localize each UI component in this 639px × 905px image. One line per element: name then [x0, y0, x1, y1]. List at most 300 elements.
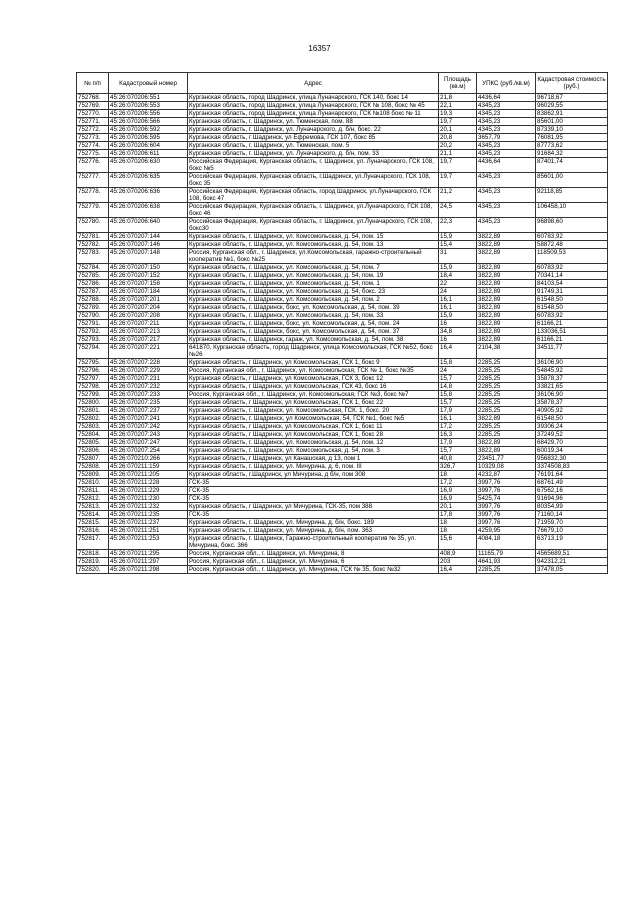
cell-upks: 2285,25 — [477, 375, 536, 383]
table-row — [77, 407, 608, 415]
table-row — [77, 94, 608, 102]
cell-number: 752816. — [77, 527, 109, 535]
cell-cadastral-cost: 35878,37 — [536, 399, 608, 407]
cell-number: 752769. — [77, 102, 109, 110]
table-row — [77, 188, 608, 203]
cell-cadastral-cost: 91749,31 — [536, 288, 608, 296]
cell-upks: 2285,25 — [477, 391, 536, 399]
cell-number: 752795. — [77, 359, 109, 367]
cell-cadastral-cost: 84103,54 — [536, 280, 608, 288]
table-row — [77, 218, 608, 233]
table-row — [77, 463, 608, 471]
cell-cadastral-cost: 67562,16 — [536, 487, 608, 495]
cell-cadastral-cost: 68429,70 — [536, 439, 608, 447]
cell-area: 16,1 — [439, 304, 477, 312]
cell-number: 752787. — [77, 288, 109, 296]
cell-number: 752820. — [77, 566, 109, 574]
cell-address: Курганская область, г. Шадринск, ул. Комсомольская, д. 54, бокс. 23 — [188, 288, 439, 296]
cell-address: Курганская область, г Шадринск, ул Комсомольская, ГСК 3, бокс 12 — [188, 375, 439, 383]
table-row — [77, 399, 608, 407]
cell-upks: 4345,23 — [477, 142, 536, 150]
cell-area: 16,1 — [439, 296, 477, 304]
cell-upks: 4345,23 — [477, 218, 536, 233]
cell-address: Курганская область, г. Шадринск, ул. Комсомольская, д. 54, пом. 15 — [188, 233, 439, 241]
table-row — [77, 511, 608, 519]
cell-cadastral-number: 45:26:070207:148 — [109, 249, 188, 264]
cell-upks: 3822,89 — [477, 304, 536, 312]
cell-area: 326,7 — [439, 463, 477, 471]
header-address: Адрес — [188, 73, 439, 94]
cell-area: 15,4 — [439, 241, 477, 249]
cell-area: 15,9 — [439, 264, 477, 272]
table-row — [77, 487, 608, 495]
cell-cadastral-cost: 96029,55 — [536, 102, 608, 110]
cell-address: Курганская область, город Шадринск, улица Луначарского, ГСК № 108, бокс № 45 — [188, 102, 439, 110]
cell-address: ГСК-35 — [188, 511, 439, 519]
cell-cadastral-number: 45:26:070207:228 — [109, 359, 188, 367]
table-row — [77, 479, 608, 487]
cell-area: 15,8 — [439, 359, 477, 367]
table-row — [77, 535, 608, 550]
cell-number: 752799. — [77, 391, 109, 399]
table-row — [77, 431, 608, 439]
cell-upks: 4641,93 — [477, 558, 536, 566]
cell-area: 15,8 — [439, 391, 477, 399]
cell-cadastral-cost: 85601,00 — [536, 173, 608, 188]
cell-number: 752768. — [77, 94, 109, 102]
cell-upks: 4345,23 — [477, 203, 536, 218]
table-row — [77, 328, 608, 336]
cell-cadastral-cost: 70341,14 — [536, 272, 608, 280]
cell-area: 18 — [439, 527, 477, 535]
cell-cadastral-cost: 60783,92 — [536, 312, 608, 320]
table-row — [77, 280, 608, 288]
cell-number: 752794. — [77, 344, 109, 359]
cell-number: 752785. — [77, 272, 109, 280]
cell-upks: 4345,23 — [477, 126, 536, 134]
cell-cadastral-cost: 33821,65 — [536, 383, 608, 391]
cell-upks: 3822,89 — [477, 264, 536, 272]
cell-cadastral-number: 45:26:070211:235 — [109, 511, 188, 519]
table-row — [77, 519, 608, 527]
cell-number: 752807. — [77, 455, 109, 463]
cell-cadastral-cost: 87339,10 — [536, 126, 608, 134]
cell-area: 20,1 — [439, 126, 477, 134]
header-area: Площадь (кв.м) — [439, 73, 477, 94]
table-row — [77, 383, 608, 391]
cell-number: 752801. — [77, 407, 109, 415]
cell-address: Курганская область, г. Шадринск, ул. Комсомольская, д. 54, пом. 33 — [188, 312, 439, 320]
cell-cadastral-number: 45:26:070207:204 — [109, 304, 188, 312]
header-cadastral-cost: Кадастровая стоимость (руб.) — [536, 73, 608, 94]
cell-cadastral-cost: 87773,62 — [536, 142, 608, 150]
cell-upks: 3822,89 — [477, 233, 536, 241]
cell-cadastral-cost: 35878,37 — [536, 375, 608, 383]
cell-area: 408,9 — [439, 550, 477, 558]
cell-cadastral-number: 45:26:070206:595 — [109, 134, 188, 142]
cell-area: 16 — [439, 320, 477, 328]
cell-number: 752775. — [77, 150, 109, 158]
cell-cadastral-cost: 96898,60 — [536, 218, 608, 233]
cell-cadastral-number: 45:26:070207:184 — [109, 288, 188, 296]
table-row — [77, 439, 608, 447]
cell-cadastral-number: 45:26:070207:254 — [109, 447, 188, 455]
table-row — [77, 134, 608, 142]
cell-cadastral-number: 45:26:070207:217 — [109, 336, 188, 344]
cell-number: 752812. — [77, 495, 109, 503]
cell-cadastral-number: 45:26:070207:144 — [109, 233, 188, 241]
cell-address: 641870, Курганская область, город Шадринск, улица Комсомольская, ГСК №52, бокс №26 — [188, 344, 439, 359]
table-row — [77, 142, 608, 150]
cell-cadastral-cost: 61548,50 — [536, 304, 608, 312]
cell-upks: 3997,76 — [477, 511, 536, 519]
cell-number: 752771. — [77, 118, 109, 126]
cell-cadastral-number: 45:26:070210:266 — [109, 455, 188, 463]
cell-cadastral-number: 45:26:070207:221 — [109, 344, 188, 359]
header-cadastral-number: Кадастровый номер — [109, 73, 188, 94]
table-row — [77, 503, 608, 511]
cell-area: 18 — [439, 519, 477, 527]
cell-cadastral-cost: 96718,67 — [536, 94, 608, 102]
cell-number: 752815. — [77, 519, 109, 527]
cell-cadastral-number: 45:26:070207:242 — [109, 423, 188, 431]
cell-cadastral-cost: 61548,50 — [536, 296, 608, 304]
cell-cadastral-number: 45:26:070206:592 — [109, 126, 188, 134]
cell-upks: 5425,74 — [477, 495, 536, 503]
cell-address: Курганская область, город Шадринск, улица Луначарского, ГСК №108 бокс № 11 — [188, 110, 439, 118]
cell-number: 752819. — [77, 558, 109, 566]
cell-area: 17,9 — [439, 439, 477, 447]
table-row — [77, 367, 608, 375]
cell-address: Российская Федерация, Курганская область, г. Шадринск, ул.Луначарского, ГСК 108, бокс 46 — [188, 203, 439, 218]
cell-cadastral-cost: 37249,52 — [536, 431, 608, 439]
cell-number: 752798. — [77, 383, 109, 391]
cell-address: Курганская область, г. Шадринск, ул. Комсомольская, д. 54, пом. 7 — [188, 264, 439, 272]
cell-area: 15,9 — [439, 312, 477, 320]
cell-number: 752779. — [77, 203, 109, 218]
cell-cadastral-number: 45:26:070206:635 — [109, 173, 188, 188]
cell-address: Российская Федерация, Курганская область, г.Шадринск, ул.Луначарского, ГСК 108, бокс 35 — [188, 173, 439, 188]
cell-cadastral-number: 45:26:070206:640 — [109, 218, 188, 233]
cell-area: 19,7 — [439, 118, 477, 126]
cell-number: 752783. — [77, 249, 109, 264]
cell-area: 18,4 — [439, 272, 477, 280]
cell-number: 752784. — [77, 264, 109, 272]
cell-upks: 3822,89 — [477, 272, 536, 280]
cell-upks: 2104,38 — [477, 344, 536, 359]
cell-address: Курганская область, г. Шадринск, ул. Комсомольская, д. 54, пом. 19 — [188, 272, 439, 280]
cell-number: 752789. — [77, 304, 109, 312]
cell-number: 752776. — [77, 158, 109, 173]
table-row — [77, 173, 608, 188]
cell-number: 752796. — [77, 367, 109, 375]
cell-cadastral-number: 45:26:070211:237 — [109, 519, 188, 527]
cell-cadastral-cost: 36106,90 — [536, 391, 608, 399]
cell-upks: 3822,89 — [477, 320, 536, 328]
cell-cadastral-cost: 68761,49 — [536, 479, 608, 487]
cell-cadastral-number: 45:26:070207:213 — [109, 328, 188, 336]
cell-address: Курганская область, г Шадринск, ул Комсомольская, ГСК 43, бокс 16 — [188, 383, 439, 391]
cell-upks: 4345,23 — [477, 188, 536, 203]
cell-cadastral-number: 45:26:070207:232 — [109, 383, 188, 391]
cell-area: 20,2 — [439, 142, 477, 150]
cell-area: 16,4 — [439, 566, 477, 574]
cell-address: Россия, Курганская обл., г. Шадринск, ул. Комсомольская, ГСК №3, бокс №7 — [188, 391, 439, 399]
cell-address: Курганская область, г. Шадринск, ул. Комсомольская, ГСК. 1, бокс. 20 — [188, 407, 439, 415]
cell-cadastral-number: 45:26:070211:159 — [109, 463, 188, 471]
cell-cadastral-number: 45:26:070211:232 — [109, 503, 188, 511]
table-header-row — [77, 73, 608, 94]
cell-area: 18 — [439, 471, 477, 479]
cell-number: 752777. — [77, 173, 109, 188]
cell-cadastral-cost: 39306,24 — [536, 423, 608, 431]
table-row — [77, 110, 608, 118]
cell-address: Курганская область, г. Шадринск, ул. Комсомольская, д. 54, пом. 1 — [188, 280, 439, 288]
cell-upks: 4345,23 — [477, 118, 536, 126]
cell-number: 752800. — [77, 399, 109, 407]
table-row — [77, 558, 608, 566]
cell-area: 16,3 — [439, 431, 477, 439]
cell-upks: 2285,25 — [477, 399, 536, 407]
cell-address: Россия, Курганская обл., г. Шадринск, ул. Мичурина, ГСК № 35, бокс №32 — [188, 566, 439, 574]
cell-area: 20,8 — [439, 134, 477, 142]
cell-address: Российская Федерация, Курганская область, г. Шадринск, ул. Луначарского, ГСК 108, бокс №5 — [188, 158, 439, 173]
cell-upks: 4232,87 — [477, 471, 536, 479]
cell-cadastral-cost: 60783,92 — [536, 233, 608, 241]
cell-number: 752788. — [77, 296, 109, 304]
cell-upks: 3822,89 — [477, 447, 536, 455]
cell-cadastral-cost: 76191,64 — [536, 471, 608, 479]
cell-cadastral-number: 45:26:070207:229 — [109, 367, 188, 375]
cell-address: Россия, Курганская обл., г. Шадринск, ул.Комсомольская, гаражно-строительный кооператив №1, бокс №25 — [188, 249, 439, 264]
page-number: 16357 — [308, 44, 331, 53]
cell-address: Курганская область, г Шадринск, ул Канашская, д 13, пом 1 — [188, 455, 439, 463]
cadastral-table — [76, 72, 608, 574]
cell-cadastral-number: 45:26:070211:295 — [109, 550, 188, 558]
cell-address: Курганская область, г. Шадринск, ул. Мичурина, д. 6, пом. III — [188, 463, 439, 471]
cell-upks: 3997,76 — [477, 503, 536, 511]
cell-address: Курганская область, г. Шадринск, ул. Мичурина, д. б/н, бокс. 189 — [188, 519, 439, 527]
cell-cadastral-number: 45:26:070206:611 — [109, 150, 188, 158]
cell-upks: 3822,89 — [477, 280, 536, 288]
cell-number: 752797. — [77, 375, 109, 383]
cell-area: 15,7 — [439, 399, 477, 407]
table-row — [77, 296, 608, 304]
cell-address: Курганская область, г. Шадринск, ул. Комсомольская, д. 54, пом. 3 — [188, 447, 439, 455]
cell-address: Курганская область, г. Шадринск, Гаражно-строительный кооператив № 35, ул. Мичурина, бокс. 366 — [188, 535, 439, 550]
cell-cadastral-cost: 37478,05 — [536, 566, 608, 574]
table-row — [77, 391, 608, 399]
cell-address: Россия, Курганская обл., г. Шадринск, ул. Комсомольская, ГСК № 1, бокс №35 — [188, 367, 439, 375]
cell-address: Курганская область, г. Шадринск, ул. Тюменская, пом. 88 — [188, 118, 439, 126]
cell-address: Курганская область, город Шадринск, улица Луначарского, ГСК 140, бокс 14 — [188, 94, 439, 102]
cell-cadastral-number: 45:26:070211:205 — [109, 471, 188, 479]
cell-number: 752818. — [77, 550, 109, 558]
table-row — [77, 272, 608, 280]
cell-number: 752774. — [77, 142, 109, 150]
table-row — [77, 415, 608, 423]
cell-number: 752802. — [77, 415, 109, 423]
cell-upks: 11165,79 — [477, 550, 536, 558]
cell-number: 752782. — [77, 241, 109, 249]
cell-address: Россия, Курганская обл., г. Шадринск, ул. Мичурина, 6 — [188, 558, 439, 566]
cell-cadastral-number: 45:26:070207:231 — [109, 375, 188, 383]
table-row — [77, 249, 608, 264]
cell-area: 17,9 — [439, 407, 477, 415]
table-row — [77, 495, 608, 503]
cell-number: 752813. — [77, 503, 109, 511]
cell-area: 34,8 — [439, 328, 477, 336]
cell-address: Курганская область, г Шадринск, ул Комсомольская, ГСК 1, бокс 11 — [188, 423, 439, 431]
cell-address: Курганская область, г Шадринск, ул Ефремова, ГСК 107, бокс 85 — [188, 134, 439, 142]
cell-area: 20,1 — [439, 503, 477, 511]
cell-upks: 4436,64 — [477, 158, 536, 173]
cell-number: 752770. — [77, 110, 109, 118]
cell-address: Курганская область, г. Шадринск, ул. Луначарского, д. б/н, бокс. 22 — [188, 126, 439, 134]
cell-cadastral-number: 45:26:070206:551 — [109, 94, 188, 102]
cell-address: ГСК-35 — [188, 487, 439, 495]
cell-cadastral-number: 45:26:070206:638 — [109, 203, 188, 218]
cell-upks: 2285,25 — [477, 383, 536, 391]
cell-number: 752808. — [77, 463, 109, 471]
cell-upks: 4084,18 — [477, 535, 536, 550]
cell-cadastral-number: 45:26:070207:146 — [109, 241, 188, 249]
cell-cadastral-number: 45:26:070211:228 — [109, 479, 188, 487]
table-row — [77, 150, 608, 158]
cell-cadastral-cost: 34511,77 — [536, 344, 608, 359]
table-row — [77, 344, 608, 359]
table-row — [77, 455, 608, 463]
cell-cadastral-number: 45:26:070207:150 — [109, 264, 188, 272]
cell-area: 40,8 — [439, 455, 477, 463]
cell-address: Курганская область, г Шадринск, ул Комсомольская, ГСК 1, бокс 22 — [188, 399, 439, 407]
cell-number: 752803. — [77, 423, 109, 431]
cell-cadastral-cost: 71160,14 — [536, 511, 608, 519]
cell-number: 752778. — [77, 188, 109, 203]
cell-number: 752791. — [77, 320, 109, 328]
cell-area: 16,9 — [439, 495, 477, 503]
cell-upks: 3822,89 — [477, 241, 536, 249]
table-row — [77, 550, 608, 558]
cell-number: 752817. — [77, 535, 109, 550]
cell-upks: 3997,76 — [477, 519, 536, 527]
cell-cadastral-cost: 956832,30 — [536, 455, 608, 463]
cell-number: 752811. — [77, 487, 109, 495]
table-row — [77, 566, 608, 574]
cell-area: 17,8 — [439, 511, 477, 519]
cell-area: 17,2 — [439, 423, 477, 431]
cell-cadastral-cost: 80354,99 — [536, 503, 608, 511]
cell-area: 16 — [439, 336, 477, 344]
cell-number: 752780. — [77, 218, 109, 233]
cell-address: Российская Федерация, Курганская область, г. Шадринск, ул.Луначарского, ГСК 108, бокс30 — [188, 218, 439, 233]
cell-upks: 4259,95 — [477, 527, 536, 535]
cell-cadastral-number: 45:26:070206:556 — [109, 110, 188, 118]
cell-number: 752786. — [77, 280, 109, 288]
cell-cadastral-number: 45:26:070211:229 — [109, 487, 188, 495]
cell-address: Курганская область, г. Шадринск, ул. Комсомольская, д. 54, пом. 2 — [188, 296, 439, 304]
header-upks: УПКС (руб./кв.м) — [477, 73, 536, 94]
cell-cadastral-cost: 36106,90 — [536, 359, 608, 367]
cell-cadastral-number: 45:26:070211:251 — [109, 527, 188, 535]
cell-area: 22,3 — [439, 218, 477, 233]
cell-upks: 3657,79 — [477, 134, 536, 142]
table-row — [77, 312, 608, 320]
cell-upks: 3822,89 — [477, 415, 536, 423]
cell-cadastral-cost: 61548,50 — [536, 415, 608, 423]
cell-number: 752781. — [77, 233, 109, 241]
cell-cadastral-cost: 61166,21 — [536, 320, 608, 328]
cell-address: ГСК-35 — [188, 479, 439, 487]
table-row — [77, 359, 608, 367]
cell-address: Курганская область, г. Шадринск, бокс, ул. Комсомольская, д. 54, пом. 39 — [188, 304, 439, 312]
cell-area: 203 — [439, 558, 477, 566]
cell-upks: 4436,64 — [477, 94, 536, 102]
cell-cadastral-number: 45:26:070207:247 — [109, 439, 188, 447]
cell-address: Курганская область, г Шадринск, ул Комсомольская, ГСК 1, бокс 28 — [188, 431, 439, 439]
table-row — [77, 288, 608, 296]
cell-address: ГСК-35 — [188, 495, 439, 503]
table-row — [77, 264, 608, 272]
cell-upks: 3822,89 — [477, 288, 536, 296]
cell-address: Курганская область, г. Шадринск, бокс, ул. Комсомольская, д. 54, пом. 24 — [188, 320, 439, 328]
cell-cadastral-cost: 63713,19 — [536, 535, 608, 550]
cell-address: Курганская область, г Шадринск, ул Мичурина, ГСК-35, пом 388 — [188, 503, 439, 511]
cell-cadastral-number: 45:26:070211:297 — [109, 558, 188, 566]
cell-cadastral-cost: 76081,95 — [536, 134, 608, 142]
cell-area: 15,7 — [439, 447, 477, 455]
cell-area: 21,8 — [439, 94, 477, 102]
cell-area: 24 — [439, 367, 477, 375]
cell-number: 752792. — [77, 328, 109, 336]
cell-area: 16,4 — [439, 344, 477, 359]
cell-cadastral-cost: 92118,85 — [536, 188, 608, 203]
cell-number: 752772. — [77, 126, 109, 134]
cell-upks: 2285,25 — [477, 367, 536, 375]
cell-address: Российская Федерация, Курганская область, город Шадринск, ул.Луначарского, ГСК 108, бокс 47 — [188, 188, 439, 203]
table-row — [77, 447, 608, 455]
cell-number: 752809. — [77, 471, 109, 479]
cell-upks: 23451,77 — [477, 455, 536, 463]
cell-cadastral-cost: 4565689,51 — [536, 550, 608, 558]
table-row — [77, 527, 608, 535]
cell-area: 22 — [439, 280, 477, 288]
cell-cadastral-cost: 942312,21 — [536, 558, 608, 566]
cell-number: 752790. — [77, 312, 109, 320]
cell-cadastral-number: 45:26:070206:566 — [109, 118, 188, 126]
cell-cadastral-number: 45:26:070207:233 — [109, 391, 188, 399]
cell-cadastral-cost: 76679,10 — [536, 527, 608, 535]
cell-upks: 2285,25 — [477, 359, 536, 367]
cell-upks: 3822,89 — [477, 312, 536, 320]
cell-area: 15,9 — [439, 233, 477, 241]
cell-cadastral-number: 45:26:070206:636 — [109, 188, 188, 203]
cell-cadastral-cost: 83862,91 — [536, 110, 608, 118]
header-number: № п/п — [77, 73, 109, 94]
cell-number: 752814. — [77, 511, 109, 519]
cell-cadastral-cost: 87401,74 — [536, 158, 608, 173]
cell-address: Курганская область, г. Шадринск, ул. Комсомольская, д. 54, пом. 13 — [188, 241, 439, 249]
cell-cadastral-number: 45:26:070211:298 — [109, 566, 188, 574]
cell-cadastral-number: 45:26:070207:158 — [109, 280, 188, 288]
cell-number: 752805. — [77, 439, 109, 447]
cell-cadastral-cost: 60019,34 — [536, 447, 608, 455]
table-row — [77, 233, 608, 241]
cell-cadastral-cost: 71959,70 — [536, 519, 608, 527]
cell-upks: 3997,76 — [477, 487, 536, 495]
cell-address: Курганская область, г. Шадринск, ул Комсомольская, 54, ГСК №1, бокс №5 — [188, 415, 439, 423]
table-row — [77, 423, 608, 431]
